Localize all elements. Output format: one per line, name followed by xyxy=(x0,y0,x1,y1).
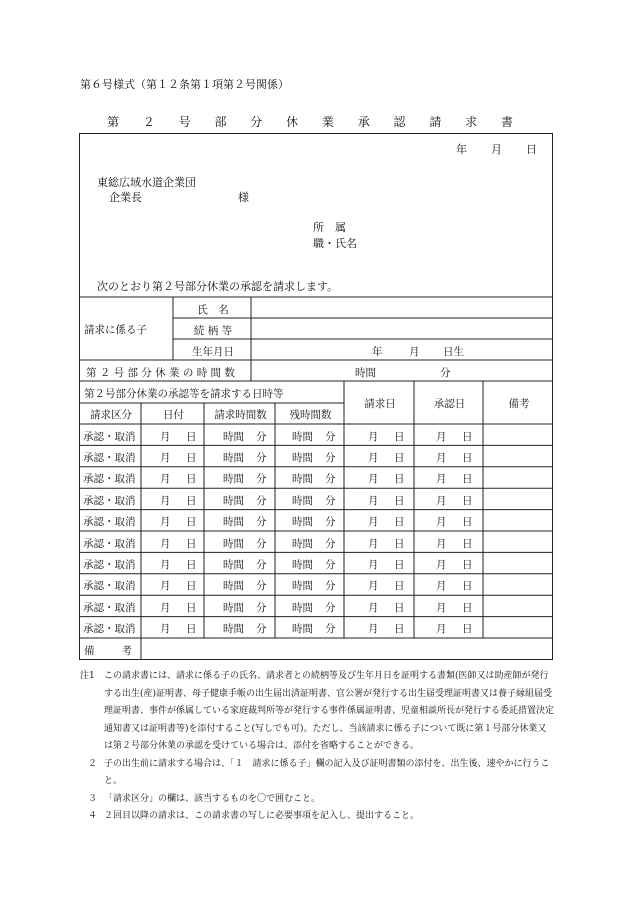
row-kubun: 承認・取消 xyxy=(83,623,136,636)
row-approve-month: 月 xyxy=(436,580,447,593)
row-date-day: 日 xyxy=(186,516,197,529)
leave-hours-label: 第 ２ 号 部 分 休 業 の 時 間 数 xyxy=(86,367,235,379)
row-req-hour: 時間 xyxy=(223,473,244,486)
birth-month-unit: 月 xyxy=(409,346,420,358)
row-remain-hour: 時間 xyxy=(292,580,313,593)
row-remain-hour: 時間 xyxy=(292,451,313,464)
row-req-minute: 分 xyxy=(256,516,267,529)
row-kubun: 承認・取消 xyxy=(83,516,136,529)
row-approve-month: 月 xyxy=(436,601,447,614)
col-header-requested-hours: 請求時間数 xyxy=(214,409,267,421)
row-remain-hour: 時間 xyxy=(292,494,313,507)
row-date-month: 月 xyxy=(160,601,171,614)
row-remain-hour: 時間 xyxy=(292,473,313,486)
row-approve-day: 日 xyxy=(462,494,473,507)
notes-section xyxy=(80,668,554,826)
row-approve-month: 月 xyxy=(436,494,447,507)
row-req-minute: 分 xyxy=(256,430,267,443)
child-name-label: 氏 名 xyxy=(197,304,229,316)
row-remain-hour: 時間 xyxy=(292,601,313,614)
row-date-day: 日 xyxy=(186,494,197,507)
row-remain-hour: 時間 xyxy=(292,558,313,571)
row-remain-minute: 分 xyxy=(325,558,336,571)
row-remain-hour: 時間 xyxy=(292,516,313,529)
row-approve-day: 日 xyxy=(462,558,473,571)
row-reqdate-month: 月 xyxy=(368,580,379,593)
recipient-title: 企業長 xyxy=(109,191,142,204)
remarks-label: 備 考 xyxy=(84,645,134,657)
row-reqdate-day: 日 xyxy=(394,601,405,614)
row-reqdate-day: 日 xyxy=(394,516,405,529)
form-number-label: 第６号様式（第１２条第１項第２号関係） xyxy=(80,78,289,91)
row-approve-month: 月 xyxy=(436,430,447,443)
row-remain-minute: 分 xyxy=(325,430,336,443)
applicant-affiliation-label: 所 属 xyxy=(313,221,346,234)
row-approve-month: 月 xyxy=(436,623,447,636)
row-remain-hour: 時間 xyxy=(292,623,313,636)
row-kubun: 承認・取消 xyxy=(83,451,136,464)
request-form xyxy=(79,133,553,660)
col-header-remaining-hours: 残時間数 xyxy=(289,409,332,421)
row-date-month: 月 xyxy=(160,494,171,507)
child-section-header: 請求に係る子 xyxy=(84,324,147,336)
row-date-day: 日 xyxy=(186,451,197,464)
row-reqdate-day: 日 xyxy=(394,473,405,486)
row-date-day: 日 xyxy=(186,623,197,636)
row-approve-month: 月 xyxy=(436,537,447,550)
col-header-kubun: 請求区分 xyxy=(90,409,132,421)
date-year-label: 年 xyxy=(456,143,467,156)
row-req-minute: 分 xyxy=(256,558,267,571)
child-relation-label: 続 柄 等 xyxy=(193,325,233,337)
row-date-month: 月 xyxy=(160,580,171,593)
row-remain-minute: 分 xyxy=(325,580,336,593)
row-kubun: 承認・取消 xyxy=(83,494,136,507)
table-group-header: 第２号部分休業の承認等を請求する日時等 xyxy=(84,388,284,400)
row-reqdate-day: 日 xyxy=(394,494,405,507)
row-date-day: 日 xyxy=(186,580,197,593)
row-approve-day: 日 xyxy=(462,537,473,550)
row-reqdate-month: 月 xyxy=(368,516,379,529)
row-req-hour: 時間 xyxy=(223,601,244,614)
row-date-month: 月 xyxy=(160,537,171,550)
row-req-hour: 時間 xyxy=(223,494,244,507)
row-reqdate-month: 月 xyxy=(368,494,379,507)
row-remain-minute: 分 xyxy=(325,473,336,486)
row-date-day: 日 xyxy=(186,537,197,550)
applicant-position-name-label: 職・氏名 xyxy=(313,237,357,250)
row-remain-minute: 分 xyxy=(325,494,336,507)
recipient-honorific: 様 xyxy=(238,191,249,204)
row-req-minute: 分 xyxy=(256,580,267,593)
row-reqdate-day: 日 xyxy=(394,451,405,464)
row-reqdate-month: 月 xyxy=(368,430,379,443)
row-date-month: 月 xyxy=(160,430,171,443)
row-kubun: 承認・取消 xyxy=(83,537,136,550)
row-req-minute: 分 xyxy=(256,623,267,636)
row-approve-day: 日 xyxy=(462,623,473,636)
row-remain-minute: 分 xyxy=(325,451,336,464)
row-approve-month: 月 xyxy=(436,451,447,464)
row-approve-month: 月 xyxy=(436,473,447,486)
row-date-month: 月 xyxy=(160,473,171,486)
row-req-hour: 時間 xyxy=(223,537,244,550)
row-date-day: 日 xyxy=(186,558,197,571)
note-number: ２ xyxy=(88,758,98,769)
row-reqdate-day: 日 xyxy=(394,580,405,593)
row-req-minute: 分 xyxy=(256,601,267,614)
row-date-month: 月 xyxy=(160,516,171,529)
row-req-hour: 時間 xyxy=(223,623,244,636)
row-reqdate-day: 日 xyxy=(394,558,405,571)
note-number: ４ xyxy=(88,811,98,821)
row-date-month: 月 xyxy=(160,623,171,636)
row-kubun: 承認・取消 xyxy=(83,473,136,486)
row-reqdate-month: 月 xyxy=(368,451,379,464)
row-kubun: 承認・取消 xyxy=(83,430,136,443)
note-number: ３ xyxy=(88,793,98,804)
row-remain-minute: 分 xyxy=(325,623,336,636)
row-kubun: 承認・取消 xyxy=(83,601,136,614)
row-approve-day: 日 xyxy=(462,473,473,486)
row-kubun: 承認・取消 xyxy=(83,580,136,593)
col-header-date: 日付 xyxy=(163,409,184,421)
row-remain-minute: 分 xyxy=(325,537,336,550)
date-month-label: 月 xyxy=(491,143,502,156)
row-date-day: 日 xyxy=(186,430,197,443)
row-approve-day: 日 xyxy=(462,451,473,464)
row-remain-minute: 分 xyxy=(325,516,336,529)
note-item xyxy=(80,808,554,826)
row-reqdate-month: 月 xyxy=(368,601,379,614)
request-statement: 次のとおり第２号部分休業の承認を請求します。 xyxy=(97,280,339,293)
row-remain-minute: 分 xyxy=(325,601,336,614)
row-date-day: 日 xyxy=(186,473,197,486)
child-birthdate-label: 生年月日 xyxy=(192,346,234,358)
leave-hours-minute-unit: 分 xyxy=(440,367,451,379)
row-approve-month: 月 xyxy=(436,558,447,571)
row-date-month: 月 xyxy=(160,451,171,464)
col-header-approval-date: 承認日 xyxy=(433,398,466,410)
row-req-minute: 分 xyxy=(256,473,267,486)
note-item xyxy=(80,791,554,809)
row-reqdate-month: 月 xyxy=(368,623,379,636)
document-title: 第 ２ 号 部 分 休 業 承 認 請 求 書 xyxy=(107,115,523,129)
note-text: 「請求区分」の欄は、該当するものを〇で囲むこと。 xyxy=(104,793,321,804)
col-header-remarks: 備考 xyxy=(508,398,530,410)
row-reqdate-day: 日 xyxy=(394,430,405,443)
row-req-hour: 時間 xyxy=(223,580,244,593)
row-req-minute: 分 xyxy=(256,494,267,507)
row-req-minute: 分 xyxy=(256,451,267,464)
row-req-hour: 時間 xyxy=(223,451,244,464)
note-item xyxy=(80,668,554,756)
row-req-hour: 時間 xyxy=(223,516,244,529)
row-reqdate-day: 日 xyxy=(394,537,405,550)
row-remain-hour: 時間 xyxy=(292,430,313,443)
row-reqdate-month: 月 xyxy=(368,558,379,571)
row-approve-day: 日 xyxy=(462,516,473,529)
note-item xyxy=(80,756,554,791)
note-text: ２回目以降の請求は、この請求書の写しに必要事項を記入し、提出すること。 xyxy=(104,811,420,821)
row-reqdate-month: 月 xyxy=(368,537,379,550)
row-req-hour: 時間 xyxy=(223,430,244,443)
row-reqdate-month: 月 xyxy=(368,473,379,486)
row-date-day: 日 xyxy=(186,601,197,614)
row-remain-hour: 時間 xyxy=(292,537,313,550)
birth-year-unit: 年 xyxy=(372,346,383,358)
date-day-label: 日 xyxy=(526,143,537,156)
recipient-org: 東総広域水道企業団 xyxy=(97,176,196,189)
note-text: 子の出生前に請求する場合は、「１ 請求に係る子」欄の記入及び証明書類の添付を、出生後、速やかに行うこと。 xyxy=(104,758,550,786)
note-number: 注1 xyxy=(80,671,95,681)
row-approve-month: 月 xyxy=(436,516,447,529)
row-reqdate-day: 日 xyxy=(394,623,405,636)
row-kubun: 承認・取消 xyxy=(83,558,136,571)
row-approve-day: 日 xyxy=(462,580,473,593)
birth-day-unit: 日生 xyxy=(443,346,464,358)
leave-hours-hour-unit: 時間 xyxy=(355,367,376,379)
row-req-minute: 分 xyxy=(256,537,267,550)
row-req-hour: 時間 xyxy=(223,558,244,571)
row-approve-day: 日 xyxy=(462,430,473,443)
note-text: この請求書には、請求に係る子の氏名、請求者との続柄等及び生年月日を証明する書類(医師又は助産師が発行する出生(産)証明書、母子健康手帳の出生届出済証明書、官公署が発行する出生届受理証明書又は養子縁組届受理証明書、事件が係属している家庭裁判所等が発行する事件係属証明書、児童相談所長が発行する委託措置決定通知書又は証明書等)を添付すること(写しでも可)。ただし、当該請求に係る子について既に第１号部分休業又は第２号部分休業の承認を受けている場合は、添付を省略することができる。 xyxy=(104,671,555,751)
row-approve-day: 日 xyxy=(462,601,473,614)
row-date-month: 月 xyxy=(160,558,171,571)
col-header-request-date: 請求日 xyxy=(364,398,396,410)
